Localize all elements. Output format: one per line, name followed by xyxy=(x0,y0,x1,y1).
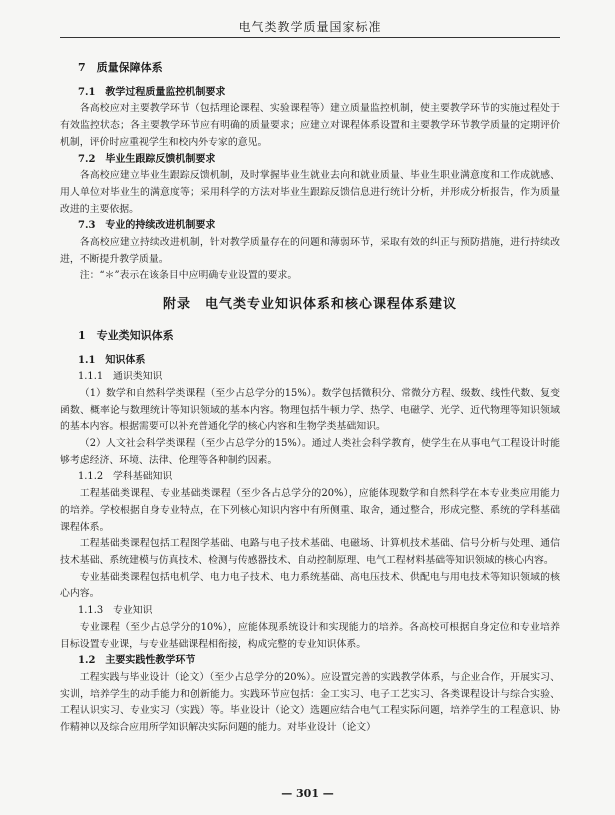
paragraph: 专业基础类课程包括电机学、电力电子技术、电力系统基础、高电压技术、供配电与用电技术等知识领域的核心内容。 xyxy=(60,571,560,600)
paragraph: （2）人文社会科学类课程（至少占总学分的15%）。通过人类社会科学教育，使学生在从事电气工程设计时能够考虑经济、环境、法律、伦理等各种制约因素。 xyxy=(60,438,560,466)
paragraph: （1）数学和自然科学类课程（至少占总学分的15%）。数学包括微积分、常微分方程、级数、线性代数、复变函数、概率论与数理统计等知识领域的基本内容。物理包括牛顿力学、热学、电磁学、光学、近代物理等知识领域的基本内容。根据需要可以补充普通化学的核心内容和生物学类基础知识。 xyxy=(60,387,560,433)
page-content xyxy=(60,56,560,737)
section-heading: 1 专业类知识体系 xyxy=(78,328,174,342)
subsubsection-heading: 1.1.3 专业知识 xyxy=(78,605,153,617)
paragraph: 各高校应建立持续改进机制，针对教学质量存在的问题和薄弱环节，采取有效的纠正与预防措施，进行持续改进，不断提升教学质量。 xyxy=(60,237,560,265)
paragraph: 专业课程（至少占总学分的10%），应能体现系统设计和实现能力的培养。各高校可根据自身定位和专业培养目标设置专业课，与专业基础课程相衔接，构成完整的专业知识体系。 xyxy=(60,621,560,650)
subsection-heading: 7.3 专业的持续改进机制要求 xyxy=(78,220,216,232)
header-rule xyxy=(60,37,560,38)
paragraph: 工程基础类课程、专业基础类课程（至少各占总学分的20%），应能体现数学和自然科学在本专业类应用能力的培养。学校根据自身专业特点，在下列核心知识内容中有所侧重、取舍，通过整合，形成完整、系统的学科基础课程体系。 xyxy=(60,488,560,533)
paragraph: 各高校应建立毕业生跟踪反馈机制，及时掌握毕业生就业去向和就业质量、毕业生职业满意度和工作成就感、用人单位对毕业生的满意度等；采用科学的方法对毕业生跟踪反馈信息进行统计分析，并形成分析报告，作为质量改进的主要依据。 xyxy=(60,170,560,215)
page-number: — 301 — xyxy=(281,787,334,800)
subsection-heading: 7.1 教学过程质量监控机制要求 xyxy=(78,86,226,98)
subsubsection-heading: 1.1.1 通识类知识 xyxy=(78,371,163,383)
subsection-heading: 1.2 主要实践性教学环节 xyxy=(78,655,196,667)
paragraph: 注：“＊”表示在该条目中应明确专业设置的要求。 xyxy=(79,270,298,282)
paragraph: 各高校应对主要教学环节（包括理论课程、实验课程等）建立质量监控机制，使主要教学环节的实施过程处于有效监控状态；各主要教学环节应有明确的质量要求；应建立对课程体系设置和主要教学环节教学质量的定期评价机制，评价时应重视学生和校内外专家的意见。 xyxy=(60,103,560,148)
paragraph: 工程基础类课程包括工程图学基础、电路与电子技术基础、电磁场、计算机技术基础、信号分析与处理、通信技术基础、系统建模与仿真技术、检测与传感器技术、自动控制原理、电气工程材料基础等知识领域的核心内容。 xyxy=(60,538,560,566)
subsection-heading: 7.2 毕业生跟踪反馈机制要求 xyxy=(78,153,216,165)
paragraph: 工程实践与毕业设计（论文）（至少占总学分的20%）。应设置完善的实践教学体系，与企业合作，开展实习、实训，培养学生的动手能力和创新能力。实践环节应包括：金工实习、电子工艺实习、各类课程设计与综合实验、工程认识实习、专业实习（实践）等。毕业设计（论文）选题应结合电气工程实际问题，培养学生的工程意识、协作精神以及综合应用所学知识解决实际问题的能力。对毕业设计（论文） xyxy=(60,671,560,734)
subsection-heading: 1.1 知识体系 xyxy=(78,354,146,366)
running-header: 电气类教学质量国家标准 xyxy=(238,20,382,34)
subsubsection-heading: 1.1.2 学科基础知识 xyxy=(78,471,173,483)
appendix-title: 附录 电气类专业知识体系和核心课程体系建议 xyxy=(162,297,457,313)
section-heading: 7 质量保障体系 xyxy=(78,61,163,74)
